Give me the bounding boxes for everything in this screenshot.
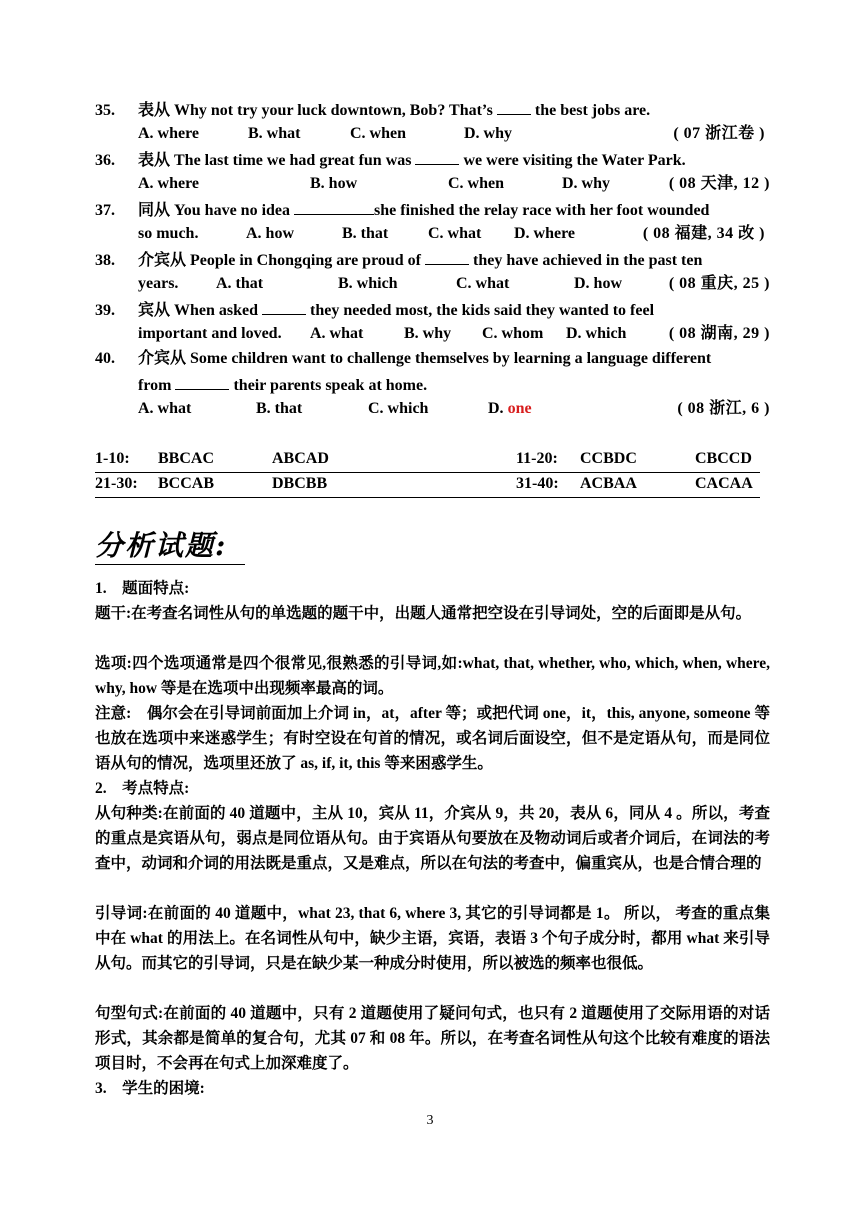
option-a: A. what [138,400,192,417]
question-stem: 介宾从 Some children want to challenge themselves by learning a language different [138,350,712,367]
question-40-line2 [138,373,770,397]
question-stem-end: they needed most, the kids said they wanted to feel [310,302,655,319]
paragraph-options: 选项:四个选项通常是四个很常见,很熟悉的引导词,如:what, that, whether, who, which, when, where, why, how 等是在选项中出现频率最高的词。 [95,655,770,697]
question-stem-end: their parents speak at home. [233,377,428,394]
option-b: B. that [256,400,303,417]
question-number: 37. [95,202,115,219]
answer-range-label: 21-30: [95,475,138,492]
answer-group: CBCCD [695,450,752,467]
answer-range-label: 1-10: [95,450,130,467]
option-b: B. which [338,275,398,292]
answer-group: DBCBB [272,475,328,492]
question-stem: 表从 The last time we had great fun was [138,152,412,169]
section-title: 2. 考点特点: [95,780,190,797]
option-c: C. whom [482,325,544,342]
question-38 [95,248,770,272]
option-d: D. which [566,325,627,342]
question-source: ( 08 福建, 34 改 ) [642,225,765,242]
question-stem-end: we were visiting the Water Park. [463,152,686,169]
question-stem-cont: from [138,377,172,394]
option-d-text: one [507,400,532,417]
answer-group: CCBDC [580,450,637,467]
option-b: B. how [310,175,358,192]
question-source: ( 07 浙江卷 ) [673,125,765,142]
paragraph-note: 注意: 偶尔会在引导词前面加上介词 in，at，after 等；或把代词 one，it，this, anyone, someone 等也放在选项中来迷惑学生；有时空设在句首的情况，或名词后面设空，但不是定语从句，而是同位语从句的情况，选项里还放了 as, if, it, this 等来困惑学生。 [95,705,770,772]
answer-group: BBCAC [158,450,215,467]
option-a: A. what [310,325,364,342]
paragraph-stem: 题干:在考查名词性从句的单选题的题干中，出题人通常把空设在引导词处，空的后面即是从句。 [95,605,752,622]
question-36 [95,148,770,172]
answer-blank [425,248,469,265]
option-c: C. when [448,175,505,192]
answer-blank [294,198,374,215]
answer-key-row [95,450,760,473]
answer-group: CACAA [695,475,753,492]
option-c: C. which [368,400,429,417]
question-stem-cont: years. [138,275,179,292]
option-d [488,398,532,420]
question-37 [95,198,770,222]
page-number: 3 [426,1113,434,1128]
question-39 [95,298,770,322]
paragraph-sentence-patterns: 句型句式:在前面的 40 道题中，只有 2 道题使用了疑问句式，也只有 2 道题使用了交际用语的对话形式，其余都是简单的复合句，尤其 07 和 08 年。所以，在考查名词性从句这个比较有难度的语法项目时，不会再在句式上加深难度了。 [95,1005,770,1072]
question-stem: 表从 Why not try your luck downtown, Bob? That’s [138,102,493,119]
section-heading: 分析试题: [95,528,245,565]
question-source: ( 08 天津, 12 ) [668,175,770,192]
option-d: D. why [562,175,611,192]
answer-blank [497,98,531,115]
answer-group: ABCAD [272,450,329,467]
question-number: 36. [95,152,115,169]
question-stem-cont: so much. [138,225,199,242]
answer-blank [175,373,229,390]
paragraph-conjunctions: 引导词:在前面的 40 道题中，what 23, that 6, where 3, 其它的引导词都是 1。 所以， 考查的重点集中在 what 的用法上。在名词性从句中，缺少主语，宾语，表语 3 个句子成分时，都用 what 来引导从句。而其它的引导词，只是在缺少某一种成分时使用，所以被选的频率也很低。 [95,905,770,972]
question-number: 40. [95,350,115,367]
answer-group: BCCAB [158,475,215,492]
section-title: 1. 题面特点: [95,580,190,597]
option-c: C. what [428,225,482,242]
question-stem-end: they have achieved in the past ten [473,252,703,269]
paragraph-clause-types: 从句种类:在前面的 40 道题中，主从 10，宾从 11，介宾从 9，共 20，表从 6，同从 4 。所以，考查的重点是宾语从句，弱点是同位语从句。由于宾语从句要放在及物动词后或者介词后，在词法的考查中，动词和介词的用法既是重点，又是难点，所以在句法的考查中，偏重宾从，也是合情合理的 [95,805,770,872]
answer-range-label: 11-20: [516,450,558,467]
option-a: A. how [246,225,295,242]
section-title: 3. 学生的困境: [95,1080,205,1097]
question-40 [95,348,770,370]
option-d-letter: D. [488,400,504,417]
option-d: D. how [574,275,623,292]
option-c: C. what [456,275,510,292]
answer-blank [415,148,459,165]
question-source: ( 08 重庆, 25 ) [668,275,770,292]
question-stem: 宾从 When asked [138,302,259,319]
answer-range-label: 31-40: [516,475,559,492]
question-source: ( 08 湖南, 29 ) [668,325,770,342]
question-number: 39. [95,302,115,319]
option-d: D. where [514,225,576,242]
option-b: B. what [248,125,301,142]
question-number: 38. [95,252,115,269]
question-source: ( 08 浙江, 6 ) [677,400,770,417]
question-35 [95,98,770,122]
option-b: B. why [404,325,452,342]
question-stem: 介宾从 People in Chongqing are proud of [138,252,422,269]
question-stem: 同从 You have no idea [138,202,291,219]
question-number: 35. [95,102,115,119]
answer-key-row [95,475,760,498]
option-a: A. where [138,175,200,192]
option-b: B. that [342,225,389,242]
option-a: A. where [138,125,200,142]
option-a: A. that [216,275,264,292]
option-d: D. why [464,125,513,142]
question-stem-end: she finished the relay race with her foot wounded [374,202,710,219]
question-stem-cont: important and loved. [138,325,282,342]
option-c: C. when [350,125,407,142]
answer-group: ACBAA [580,475,637,492]
question-stem-end: the best jobs are. [534,102,651,119]
answer-blank [262,298,306,315]
